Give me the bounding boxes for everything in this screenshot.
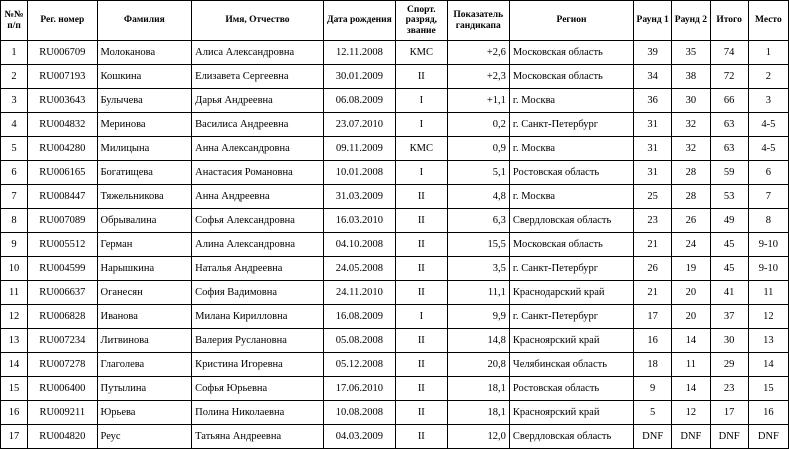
cell-surname: Юрьева <box>97 401 192 425</box>
table-row <box>1 137 789 161</box>
cell-handicap: 0,9 <box>447 137 509 161</box>
cell-region: Красноярский край <box>509 401 633 425</box>
cell-reg-number: RU006709 <box>28 41 97 65</box>
cell-name: Валерия Руслановна <box>192 329 324 353</box>
cell-place: 15 <box>748 377 788 401</box>
cell-handicap: 3,5 <box>447 257 509 281</box>
cell-num: 16 <box>1 401 28 425</box>
cell-handicap: 6,3 <box>447 209 509 233</box>
cell-round-2: 14 <box>672 329 710 353</box>
table-body <box>1 41 789 449</box>
cell-rank: II <box>396 281 448 305</box>
cell-handicap: +1,1 <box>447 89 509 113</box>
cell-total: 59 <box>710 161 748 185</box>
cell-handicap: 18,1 <box>447 377 509 401</box>
cell-total: 72 <box>710 65 748 89</box>
cell-rank: II <box>396 329 448 353</box>
cell-num: 13 <box>1 329 28 353</box>
cell-place: 13 <box>748 329 788 353</box>
cell-name: Софья Юрьевна <box>192 377 324 401</box>
cell-name: София Вадимовна <box>192 281 324 305</box>
cell-dob: 24.11.2010 <box>323 281 395 305</box>
cell-name: Кристина Игоревна <box>192 353 324 377</box>
cell-name: Наталья Андреевна <box>192 257 324 281</box>
cell-name: Полина Николаевна <box>192 401 324 425</box>
cell-round-1: 36 <box>634 89 672 113</box>
cell-round-1: 21 <box>634 233 672 257</box>
cell-reg-number: RU007234 <box>28 329 97 353</box>
header-num: №№ п/п <box>1 1 28 41</box>
cell-name: Татьяна Андреевна <box>192 425 324 449</box>
cell-total: 30 <box>710 329 748 353</box>
cell-rank: КМС <box>396 137 448 161</box>
cell-place: 12 <box>748 305 788 329</box>
cell-place: 11 <box>748 281 788 305</box>
cell-round-1: 16 <box>634 329 672 353</box>
cell-total: 53 <box>710 185 748 209</box>
cell-reg-number: RU007089 <box>28 209 97 233</box>
cell-region: Московская область <box>509 233 633 257</box>
cell-round-1: 39 <box>634 41 672 65</box>
cell-reg-number: RU007193 <box>28 65 97 89</box>
cell-total: 45 <box>710 233 748 257</box>
cell-reg-number: RU004280 <box>28 137 97 161</box>
cell-surname: Богатищева <box>97 161 192 185</box>
cell-dob: 31.03.2009 <box>323 185 395 209</box>
cell-total: 37 <box>710 305 748 329</box>
cell-reg-number: RU004599 <box>28 257 97 281</box>
cell-surname: Кошкина <box>97 65 192 89</box>
cell-handicap: 15,5 <box>447 233 509 257</box>
cell-reg-number: RU007278 <box>28 353 97 377</box>
table-row <box>1 113 789 137</box>
cell-region: Свердловская область <box>509 209 633 233</box>
cell-surname: Обрывалина <box>97 209 192 233</box>
cell-surname: Иванова <box>97 305 192 329</box>
cell-place: 7 <box>748 185 788 209</box>
cell-region: Челябинская область <box>509 353 633 377</box>
cell-name: Софья Александровна <box>192 209 324 233</box>
cell-round-2: 12 <box>672 401 710 425</box>
cell-round-1: 34 <box>634 65 672 89</box>
cell-round-2: 30 <box>672 89 710 113</box>
cell-round-2: 32 <box>672 113 710 137</box>
cell-surname: Оганесян <box>97 281 192 305</box>
cell-num: 3 <box>1 89 28 113</box>
cell-place: 9-10 <box>748 257 788 281</box>
cell-dob: 09.11.2009 <box>323 137 395 161</box>
cell-place: 16 <box>748 401 788 425</box>
cell-dob: 24.05.2008 <box>323 257 395 281</box>
cell-total: DNF <box>710 425 748 449</box>
cell-round-1: 17 <box>634 305 672 329</box>
cell-dob: 23.07.2010 <box>323 113 395 137</box>
cell-num: 8 <box>1 209 28 233</box>
cell-place: 14 <box>748 353 788 377</box>
cell-round-1: 5 <box>634 401 672 425</box>
cell-dob: 12.11.2008 <box>323 41 395 65</box>
cell-num: 4 <box>1 113 28 137</box>
cell-round-1: DNF <box>634 425 672 449</box>
table-row <box>1 353 789 377</box>
cell-dob: 06.08.2009 <box>323 89 395 113</box>
cell-place: DNF <box>748 425 788 449</box>
cell-reg-number: RU006165 <box>28 161 97 185</box>
cell-dob: 16.08.2009 <box>323 305 395 329</box>
cell-handicap: 5,1 <box>447 161 509 185</box>
cell-round-1: 31 <box>634 113 672 137</box>
table-row <box>1 209 789 233</box>
cell-round-2: 20 <box>672 281 710 305</box>
cell-total: 23 <box>710 377 748 401</box>
cell-num: 2 <box>1 65 28 89</box>
cell-region: г. Москва <box>509 89 633 113</box>
cell-round-1: 9 <box>634 377 672 401</box>
cell-round-1: 26 <box>634 257 672 281</box>
cell-total: 29 <box>710 353 748 377</box>
header-reg-number: Рег. номер <box>28 1 97 41</box>
cell-place: 4-5 <box>748 113 788 137</box>
cell-round-2: 19 <box>672 257 710 281</box>
header-handicap: Показатель гандикапа <box>447 1 509 41</box>
cell-round-1: 18 <box>634 353 672 377</box>
cell-rank: I <box>396 305 448 329</box>
cell-reg-number: RU009211 <box>28 401 97 425</box>
cell-region: Московская область <box>509 65 633 89</box>
cell-round-2: 14 <box>672 377 710 401</box>
cell-dob: 05.08.2008 <box>323 329 395 353</box>
cell-rank: II <box>396 65 448 89</box>
cell-name: Алиса Александровна <box>192 41 324 65</box>
table-row <box>1 161 789 185</box>
cell-handicap: 12,0 <box>447 425 509 449</box>
cell-num: 12 <box>1 305 28 329</box>
cell-rank: II <box>396 209 448 233</box>
cell-surname: Герман <box>97 233 192 257</box>
cell-rank: КМС <box>396 41 448 65</box>
cell-handicap: +2,3 <box>447 65 509 89</box>
cell-reg-number: RU008447 <box>28 185 97 209</box>
cell-region: Красноярский край <box>509 329 633 353</box>
cell-place: 1 <box>748 41 788 65</box>
cell-round-2: 20 <box>672 305 710 329</box>
cell-total: 45 <box>710 257 748 281</box>
cell-rank: II <box>396 401 448 425</box>
cell-handicap: 11,1 <box>447 281 509 305</box>
cell-total: 17 <box>710 401 748 425</box>
header-region: Регион <box>509 1 633 41</box>
cell-dob: 10.01.2008 <box>323 161 395 185</box>
cell-round-2: 38 <box>672 65 710 89</box>
cell-total: 63 <box>710 137 748 161</box>
header-round-1: Раунд 1 <box>634 1 672 41</box>
table-row <box>1 329 789 353</box>
cell-name: Анна Андреевна <box>192 185 324 209</box>
cell-surname: Молоканова <box>97 41 192 65</box>
cell-num: 17 <box>1 425 28 449</box>
cell-region: Московская область <box>509 41 633 65</box>
cell-rank: I <box>396 161 448 185</box>
cell-num: 10 <box>1 257 28 281</box>
cell-rank: II <box>396 233 448 257</box>
cell-round-2: 32 <box>672 137 710 161</box>
cell-surname: Реус <box>97 425 192 449</box>
cell-num: 7 <box>1 185 28 209</box>
cell-region: г. Москва <box>509 185 633 209</box>
table-row <box>1 41 789 65</box>
cell-surname: Нарышкина <box>97 257 192 281</box>
table-row <box>1 305 789 329</box>
cell-reg-number: RU006400 <box>28 377 97 401</box>
cell-dob: 04.10.2008 <box>323 233 395 257</box>
cell-name: Алина Александровна <box>192 233 324 257</box>
cell-dob: 16.03.2010 <box>323 209 395 233</box>
cell-region: г. Санкт-Петербург <box>509 305 633 329</box>
cell-region: Ростовская область <box>509 161 633 185</box>
cell-rank: II <box>396 377 448 401</box>
header-row <box>1 1 789 41</box>
cell-round-2: 24 <box>672 233 710 257</box>
cell-handicap: 4,8 <box>447 185 509 209</box>
cell-surname: Путылина <box>97 377 192 401</box>
header-surname: Фамилия <box>97 1 192 41</box>
cell-reg-number: RU006828 <box>28 305 97 329</box>
cell-name: Анастасия Романовна <box>192 161 324 185</box>
table-row <box>1 89 789 113</box>
cell-total: 66 <box>710 89 748 113</box>
cell-num: 5 <box>1 137 28 161</box>
cell-surname: Литвинова <box>97 329 192 353</box>
cell-region: Свердловская область <box>509 425 633 449</box>
cell-reg-number: RU004820 <box>28 425 97 449</box>
cell-round-2: DNF <box>672 425 710 449</box>
cell-region: Ростовская область <box>509 377 633 401</box>
table-row <box>1 401 789 425</box>
cell-round-2: 11 <box>672 353 710 377</box>
cell-rank: II <box>396 185 448 209</box>
cell-rank: II <box>396 425 448 449</box>
cell-total: 74 <box>710 41 748 65</box>
cell-handicap: +2,6 <box>447 41 509 65</box>
cell-total: 41 <box>710 281 748 305</box>
cell-place: 4-5 <box>748 137 788 161</box>
cell-num: 14 <box>1 353 28 377</box>
cell-round-1: 25 <box>634 185 672 209</box>
cell-round-1: 31 <box>634 161 672 185</box>
cell-place: 8 <box>748 209 788 233</box>
cell-round-2: 28 <box>672 185 710 209</box>
cell-place: 9-10 <box>748 233 788 257</box>
cell-handicap: 20,8 <box>447 353 509 377</box>
header-name: Имя, Отчество <box>192 1 324 41</box>
cell-rank: I <box>396 113 448 137</box>
header-round-2: Раунд 2 <box>672 1 710 41</box>
cell-surname: Тяжельникова <box>97 185 192 209</box>
cell-name: Елизавета Сергеевна <box>192 65 324 89</box>
cell-region: г. Москва <box>509 137 633 161</box>
cell-round-2: 35 <box>672 41 710 65</box>
cell-region: Краснодарский край <box>509 281 633 305</box>
cell-name: Милана Кирилловна <box>192 305 324 329</box>
cell-rank: II <box>396 353 448 377</box>
cell-place: 3 <box>748 89 788 113</box>
header-dob: Дата рождения <box>323 1 395 41</box>
cell-place: 2 <box>748 65 788 89</box>
cell-num: 6 <box>1 161 28 185</box>
cell-dob: 04.03.2009 <box>323 425 395 449</box>
cell-total: 49 <box>710 209 748 233</box>
cell-handicap: 14,8 <box>447 329 509 353</box>
cell-handicap: 9,9 <box>447 305 509 329</box>
cell-surname: Милицына <box>97 137 192 161</box>
cell-surname: Глаголева <box>97 353 192 377</box>
cell-num: 11 <box>1 281 28 305</box>
table-row <box>1 281 789 305</box>
cell-total: 63 <box>710 113 748 137</box>
cell-handicap: 0,2 <box>447 113 509 137</box>
cell-reg-number: RU004832 <box>28 113 97 137</box>
cell-round-1: 21 <box>634 281 672 305</box>
header-rank: Спорт. разряд, звание <box>396 1 448 41</box>
cell-reg-number: RU003643 <box>28 89 97 113</box>
table-row <box>1 65 789 89</box>
cell-dob: 30.01.2009 <box>323 65 395 89</box>
table-row <box>1 425 789 449</box>
cell-handicap: 18,1 <box>447 401 509 425</box>
cell-name: Анна Александровна <box>192 137 324 161</box>
cell-rank: II <box>396 257 448 281</box>
table-row <box>1 185 789 209</box>
cell-dob: 17.06.2010 <box>323 377 395 401</box>
cell-reg-number: RU006637 <box>28 281 97 305</box>
header-total: Итого <box>710 1 748 41</box>
cell-surname: Булычева <box>97 89 192 113</box>
cell-rank: I <box>396 89 448 113</box>
cell-num: 9 <box>1 233 28 257</box>
cell-round-2: 28 <box>672 161 710 185</box>
cell-dob: 05.12.2008 <box>323 353 395 377</box>
cell-name: Василиса Андреевна <box>192 113 324 137</box>
cell-region: г. Санкт-Петербург <box>509 257 633 281</box>
cell-round-1: 23 <box>634 209 672 233</box>
header-place: Место <box>748 1 788 41</box>
table-row <box>1 257 789 281</box>
cell-name: Дарья Андреевна <box>192 89 324 113</box>
table-row <box>1 233 789 257</box>
cell-round-1: 31 <box>634 137 672 161</box>
cell-surname: Меринова <box>97 113 192 137</box>
cell-num: 1 <box>1 41 28 65</box>
cell-reg-number: RU005512 <box>28 233 97 257</box>
cell-region: г. Санкт-Петербург <box>509 113 633 137</box>
table-row <box>1 377 789 401</box>
cell-dob: 10.08.2008 <box>323 401 395 425</box>
cell-num: 15 <box>1 377 28 401</box>
cell-place: 6 <box>748 161 788 185</box>
cell-round-2: 26 <box>672 209 710 233</box>
